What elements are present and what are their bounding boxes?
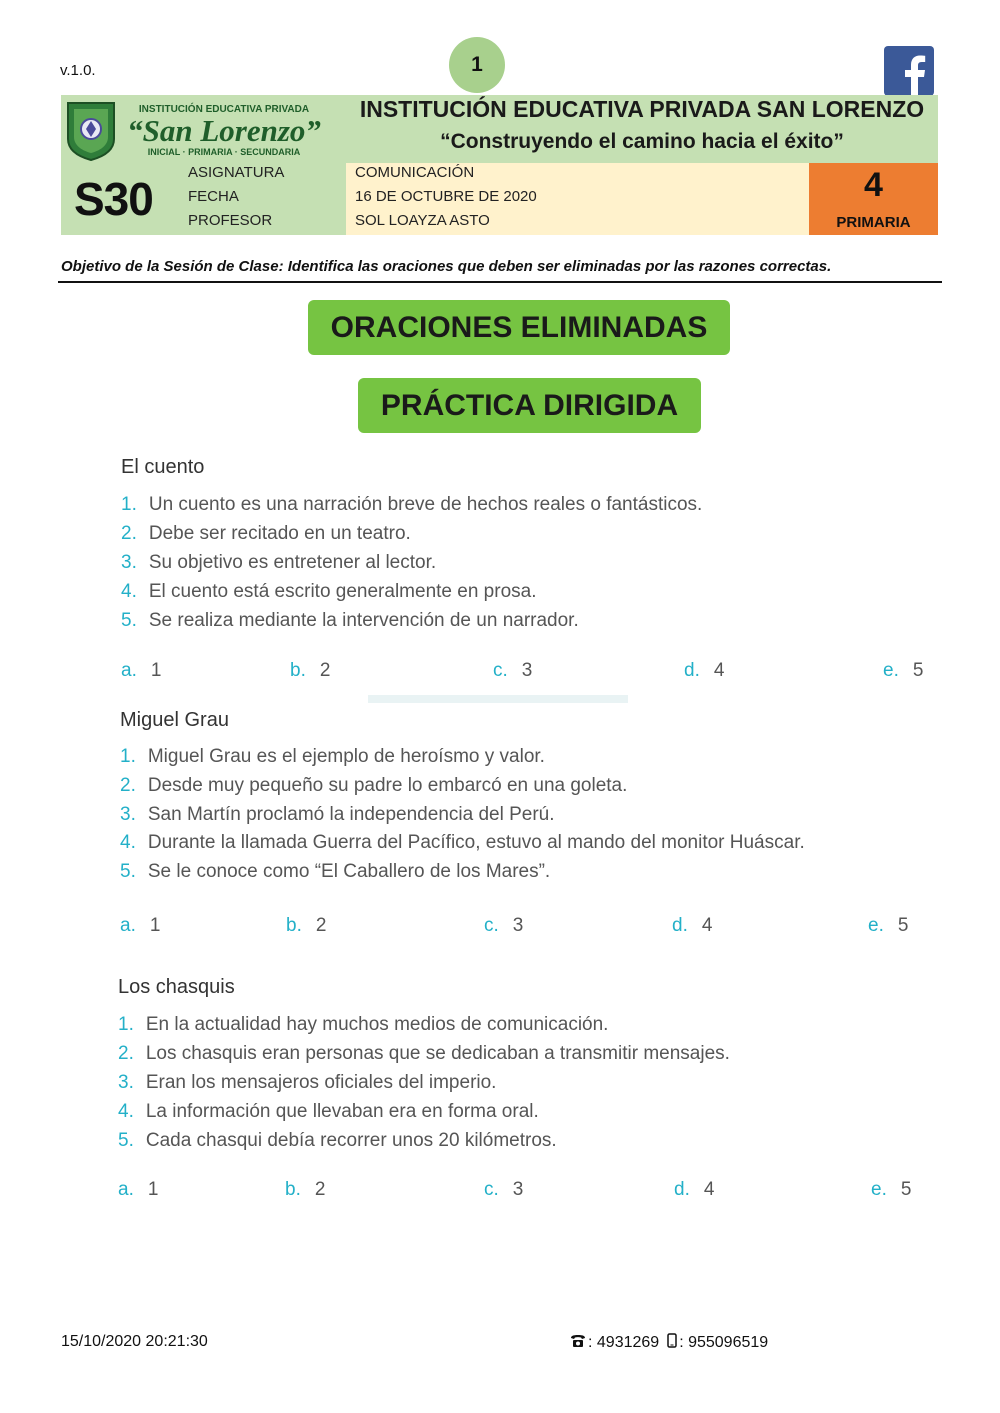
- list-item: 1. En la actualidad hay muchos medios de comunicación.: [118, 1014, 609, 1035]
- divider: [58, 281, 942, 283]
- answer-option[interactable]: c. 3: [484, 1179, 524, 1200]
- footer-datetime: 15/10/2020 20:21:30: [61, 1333, 208, 1350]
- page-number-badge: [449, 37, 505, 93]
- answer-option[interactable]: a. 1: [121, 660, 162, 681]
- grade-label: PRIMARIA: [836, 214, 911, 231]
- answer-option[interactable]: d. 4: [684, 660, 725, 681]
- label-teacher: PROFESOR: [188, 212, 273, 229]
- list-item: 3. Eran los mensajeros oficiales del imperio.: [118, 1072, 497, 1093]
- mobile-number: : 955096519: [679, 1334, 769, 1351]
- grade-number: 4: [864, 166, 883, 204]
- list-item: 4. La información que llevaban era en forma oral.: [118, 1101, 539, 1122]
- phone-number: : 4931269: [588, 1334, 660, 1351]
- answer-option[interactable]: c. 3: [484, 915, 524, 936]
- school-name: INSTITUCIÓN EDUCATIVA PRIVADA SAN LORENZO: [359, 96, 925, 122]
- facebook-icon[interactable]: [884, 46, 934, 96]
- session-objective: Objetivo de la Sesión de Clase: Identifica las oraciones que deben ser eliminadas por las razones correctas.: [61, 258, 832, 275]
- answer-option[interactable]: e. 5: [868, 915, 909, 936]
- version-label: v.1.0.: [60, 62, 96, 79]
- list-item: 5. Se le conoce como “El Caballero de los Mares”.: [120, 861, 551, 882]
- answer-option[interactable]: e. 5: [871, 1179, 912, 1200]
- page-number: 1: [471, 53, 483, 76]
- label-subject: ASIGNATURA: [188, 164, 285, 181]
- school-motto: “Construyendo el camino hacia el éxito”: [440, 130, 844, 153]
- value-teacher: SOL LOAYZA ASTO: [355, 212, 490, 229]
- answer-option[interactable]: e. 5: [883, 660, 924, 681]
- value-subject: COMUNICACIÓN: [355, 164, 475, 181]
- exercise-title: Los chasquis: [118, 976, 235, 998]
- list-item: 2. Desde muy pequeño su padre lo embarcó en una goleta.: [120, 775, 628, 796]
- exercise-title: Miguel Grau: [120, 709, 229, 731]
- list-item: 1. Miguel Grau es el ejemplo de heroísmo y valor.: [120, 746, 545, 767]
- answer-option[interactable]: a. 1: [118, 1179, 159, 1200]
- exercise-title: El cuento: [121, 456, 205, 478]
- answer-option[interactable]: a. 1: [120, 915, 161, 936]
- answer-option[interactable]: c. 3: [493, 660, 533, 681]
- answer-option[interactable]: b. 2: [290, 660, 331, 681]
- phone-icon: [570, 1334, 586, 1353]
- logo-line3: INICIAL · PRIMARIA · SECUNDARIA: [147, 147, 301, 157]
- list-item: 4. Durante la llamada Guerra del Pacífico, estuvo al mando del monitor Huáscar.: [120, 832, 805, 853]
- page-title: ORACIONES ELIMINADAS: [308, 300, 730, 355]
- value-date: 16 DE OCTUBRE DE 2020: [355, 188, 537, 205]
- logo-name: “San Lorenzo”: [127, 113, 321, 148]
- list-item: 1. Un cuento es una narración breve de hechos reales o fantásticos.: [121, 494, 703, 515]
- school-logo: [64, 99, 346, 161]
- list-item: 3. Su objetivo es entretener al lector.: [121, 552, 437, 573]
- answer-option[interactable]: b. 2: [286, 915, 327, 936]
- mobile-icon: [667, 1333, 677, 1353]
- watermark-strip: [368, 695, 628, 703]
- answer-option[interactable]: d. 4: [674, 1179, 715, 1200]
- label-date: FECHA: [188, 188, 239, 205]
- footer-contacts: [570, 1333, 768, 1353]
- list-item: 3. San Martín proclamó la independencia del Perú.: [120, 804, 555, 825]
- list-item: 4. El cuento está escrito generalmente en prosa.: [121, 581, 537, 602]
- list-item: 2. Debe ser recitado en un teatro.: [121, 523, 411, 544]
- list-item: 5. Cada chasqui debía recorrer unos 20 kilómetros.: [118, 1130, 557, 1151]
- list-item: 5. Se realiza mediante la intervención de un narrador.: [121, 610, 579, 631]
- page-subtitle: PRÁCTICA DIRIGIDA: [358, 378, 701, 433]
- logo-line1: INSTITUCIÓN EDUCATIVA PRIVADA: [138, 104, 310, 115]
- session-code: S30: [74, 173, 153, 225]
- answer-option[interactable]: b. 2: [285, 1179, 326, 1200]
- answer-option[interactable]: d. 4: [672, 915, 713, 936]
- list-item: 2. Los chasquis eran personas que se dedicaban a transmitir mensajes.: [118, 1043, 730, 1064]
